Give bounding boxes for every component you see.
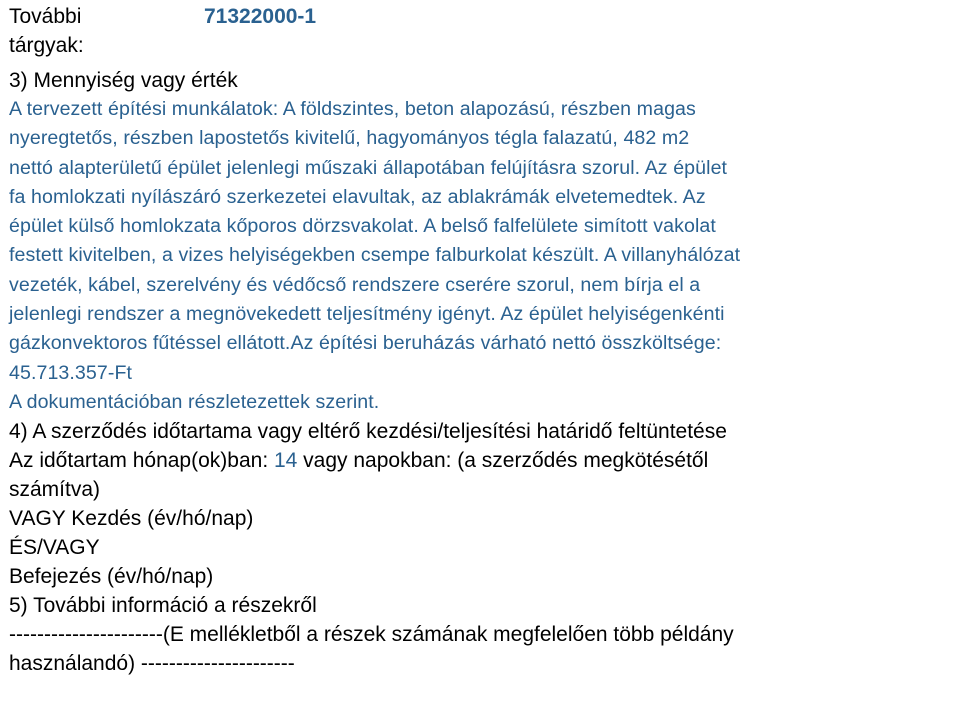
duration-months: 14: [273, 449, 298, 473]
additional-objects-label: [9, 2, 119, 60]
parts-note-line-2: használandó) ----------------------: [9, 652, 295, 676]
document-body: [9, 66, 954, 678]
duration-prefix: Az időtartam hónap(ok)ban:: [9, 449, 274, 473]
description-line: vezeték, kábel, szerelvény és védőcső rendszere cserére szorul, nem bírja el a: [9, 273, 701, 296]
description-line: jelenlegi rendszer a megnövekedett teljesítmény igényt. Az épület helyiségenkénti: [9, 303, 725, 326]
parts-note-line-1: ----------------------(E mellékletből a részek számának megfelelően több példány: [9, 623, 734, 647]
description-line: A dokumentációban részletezettek szerint.: [9, 390, 380, 413]
duration-line: [9, 446, 954, 475]
label-line-1: További: [9, 5, 82, 28]
duration-line-2: számítva): [9, 478, 101, 502]
header-row: [9, 2, 949, 64]
label-line-2: tárgyak:: [9, 34, 84, 57]
start-date-label: VAGY Kezdés (év/hó/nap): [9, 507, 254, 531]
and-or-label: ÉS/VAGY: [9, 536, 100, 560]
end-date-label: Befejezés (év/hó/nap): [9, 565, 214, 589]
section-4-heading: 4) A szerződés időtartama vagy eltérő kezdési/teljesítési határidő feltüntetése: [9, 420, 727, 444]
description-line: épület külső homlokzata kőporos dörzsvakolat. A belső falfelülete simított vakolat: [9, 215, 716, 238]
description-line: nettó alapterületű épület jelenlegi műszaki állapotában felújításra szorul. Az épület: [9, 156, 728, 179]
cpv-code: 71322000-1: [204, 5, 317, 28]
description-line: gázkonvektoros fűtéssel ellátott.Az építési beruházás várható nettó összköltsége:: [9, 332, 722, 355]
description-line: festett kivitelben, a vizes helyiségekben csempe falburkolat készült. A villanyhálózat: [9, 244, 741, 267]
section-3-heading: 3) Mennyiség vagy érték: [9, 69, 238, 92]
description-line: nyeregtetős, részben lapostetős kivitelű, hagyományos tégla falazatú, 482 m2: [9, 127, 690, 150]
duration-suffix: vagy napokban: (a szerződés megkötésétől: [297, 449, 709, 473]
section-5-heading: 5) További információ a részekről: [9, 594, 317, 618]
works-description: [9, 95, 954, 417]
description-line: fa homlokzati nyílászáró szerkezetei elavultak, az ablakrámák elvetemedtek. Az: [9, 185, 706, 208]
description-line: A tervezett építési munkálatok: A földszintes, beton alapozású, részben magas: [9, 98, 696, 120]
estimated-cost: 45.713.357-Ft: [9, 361, 133, 384]
